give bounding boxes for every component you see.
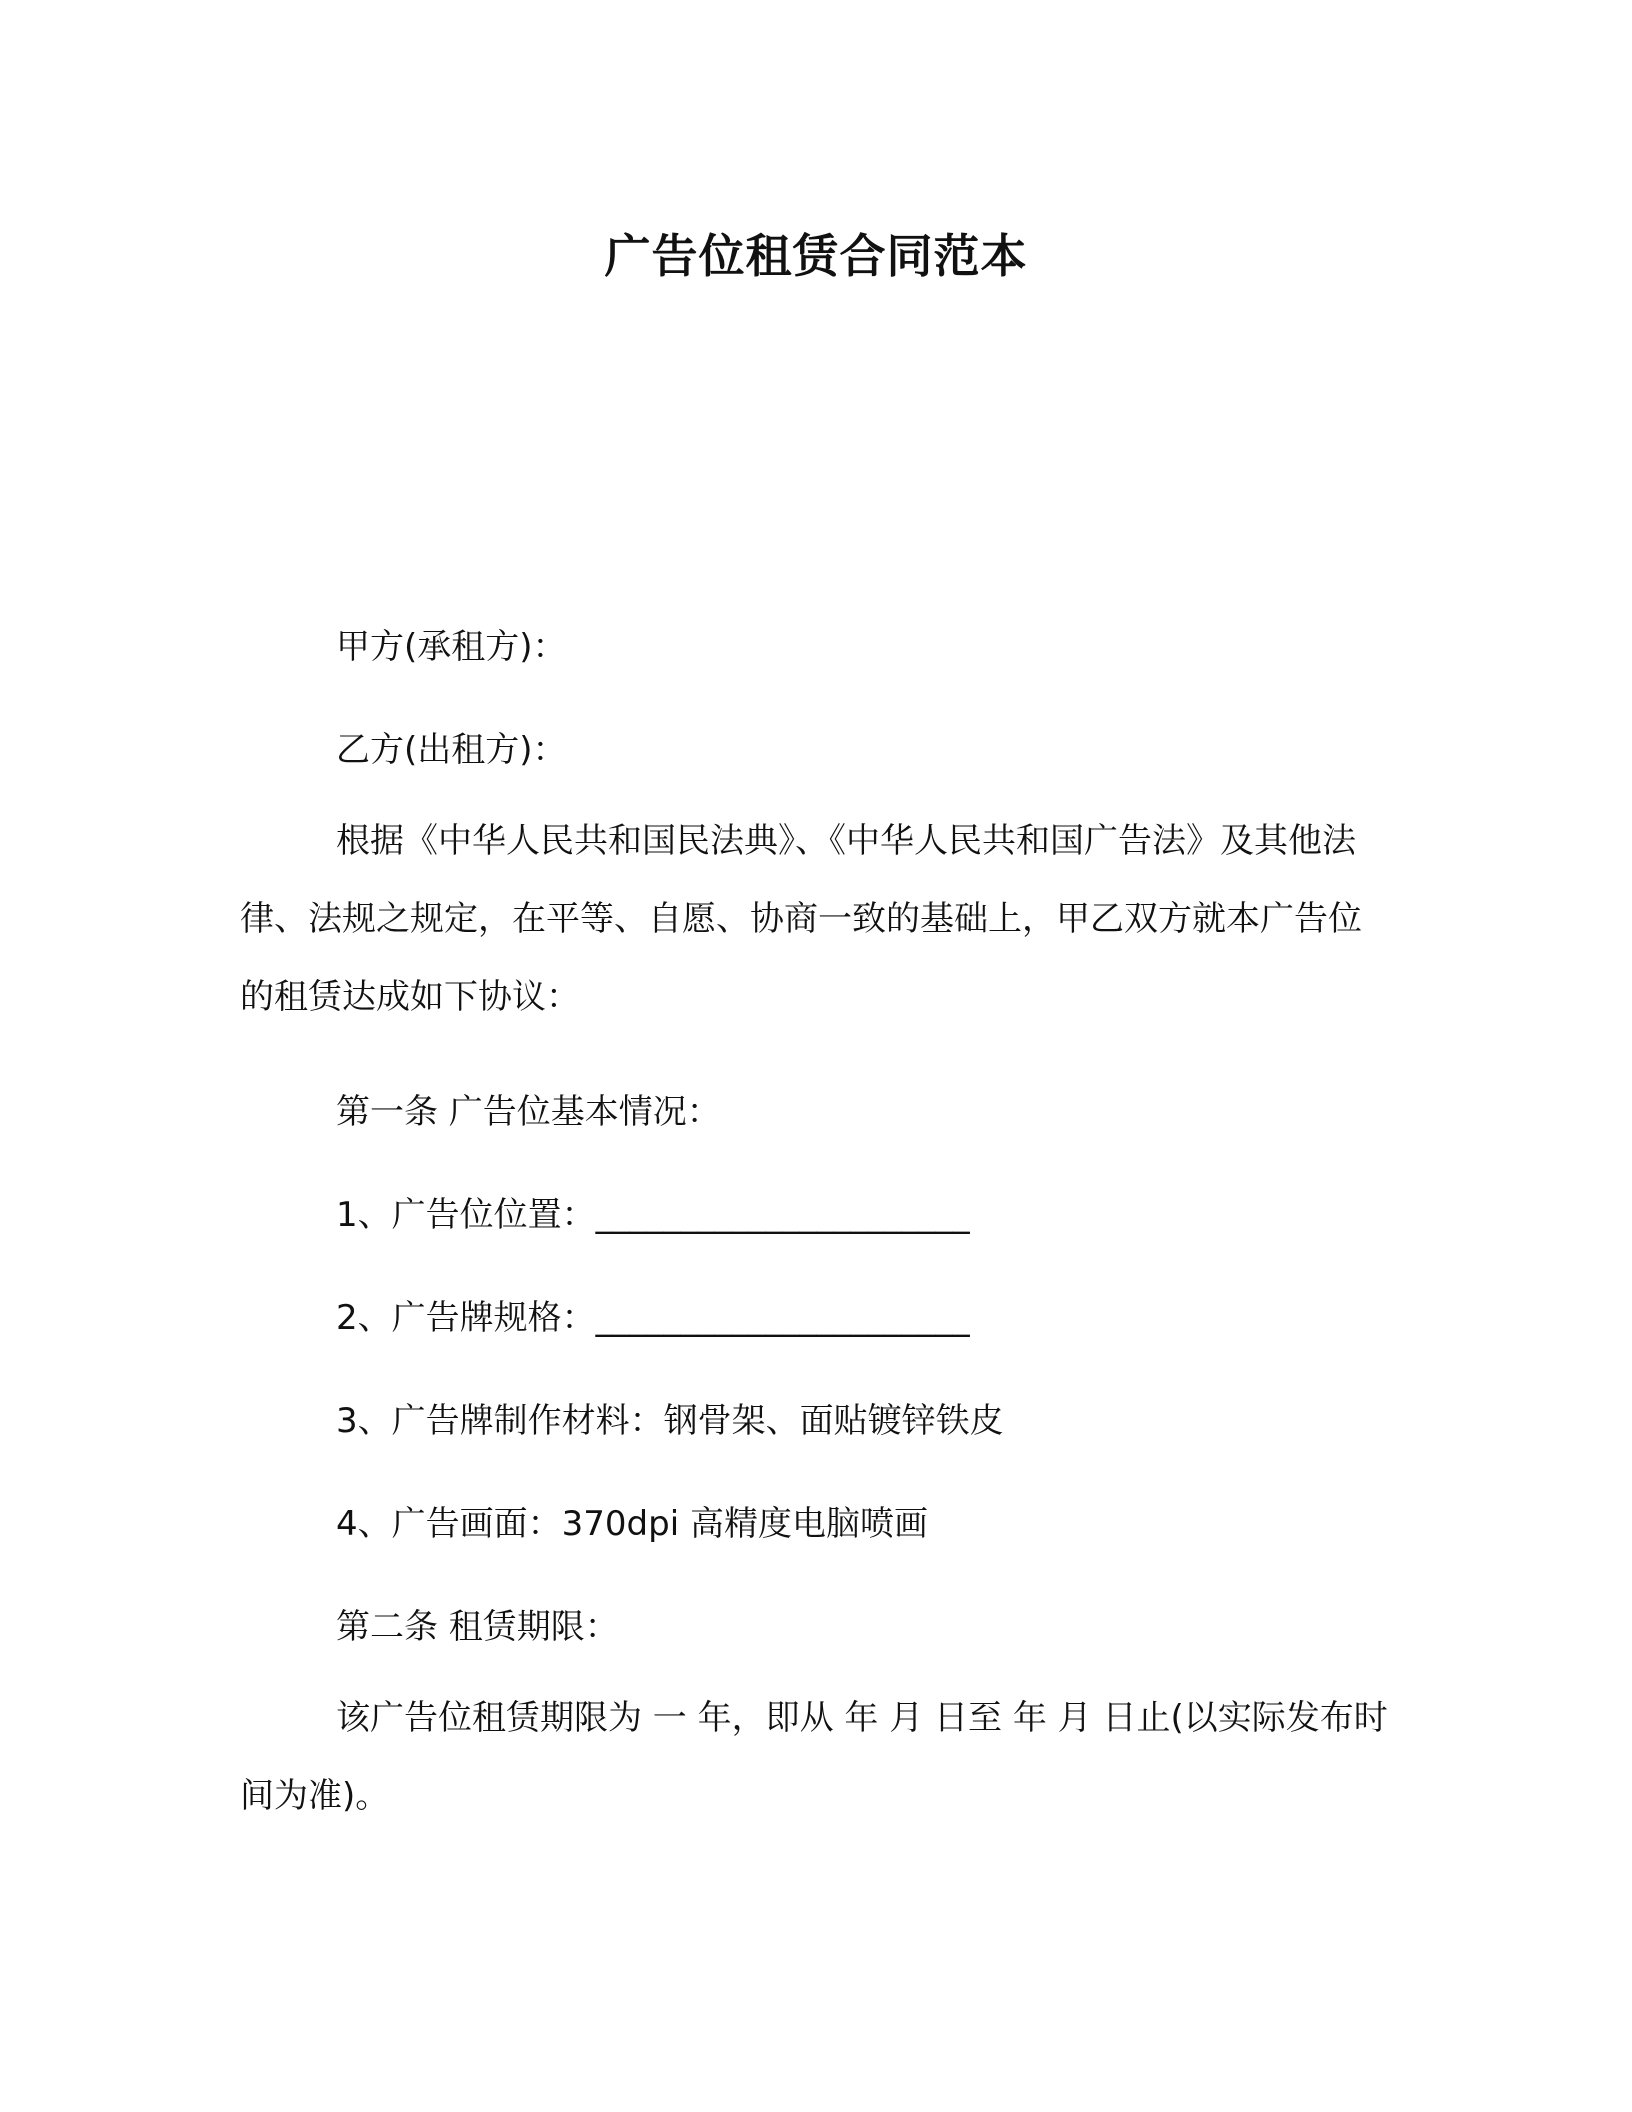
article-2-heading: 第二条 租赁期限：	[336, 1607, 619, 1647]
item-billboard-spec: 2、广告牌规格：______________________	[336, 1298, 970, 1338]
lease-term-paragraph: 该广告位租赁期限为 一 年，即从 年 月 日至 年 月 日止(以实际发布时间为准)。	[240, 1698, 1388, 1816]
party-b-line: 乙方(出租方)：	[336, 730, 567, 770]
item-ad-image: 4、广告画面：370dpi 高精度电脑喷画	[336, 1504, 928, 1544]
article-1-heading: 第一条 广告位基本情况：	[336, 1092, 721, 1132]
item-billboard-material: 3、广告牌制作材料：钢骨架、面贴镀锌铁皮	[336, 1401, 1004, 1441]
item-ad-location: 1、广告位位置：______________________	[336, 1195, 970, 1235]
party-a-line: 甲方(承租方)：	[336, 627, 567, 667]
document-body	[240, 596, 1392, 1835]
document-title: 广告位租赁合同范本	[604, 229, 1028, 283]
preamble-paragraph: 根据《中华人民共和国民法典》、《中华人民共和国广告法》及其他法律、法规之规定，在平等、自愿、协商一致的基础上，甲乙双方就本广告位的租赁达成如下协议：	[240, 821, 1362, 1017]
